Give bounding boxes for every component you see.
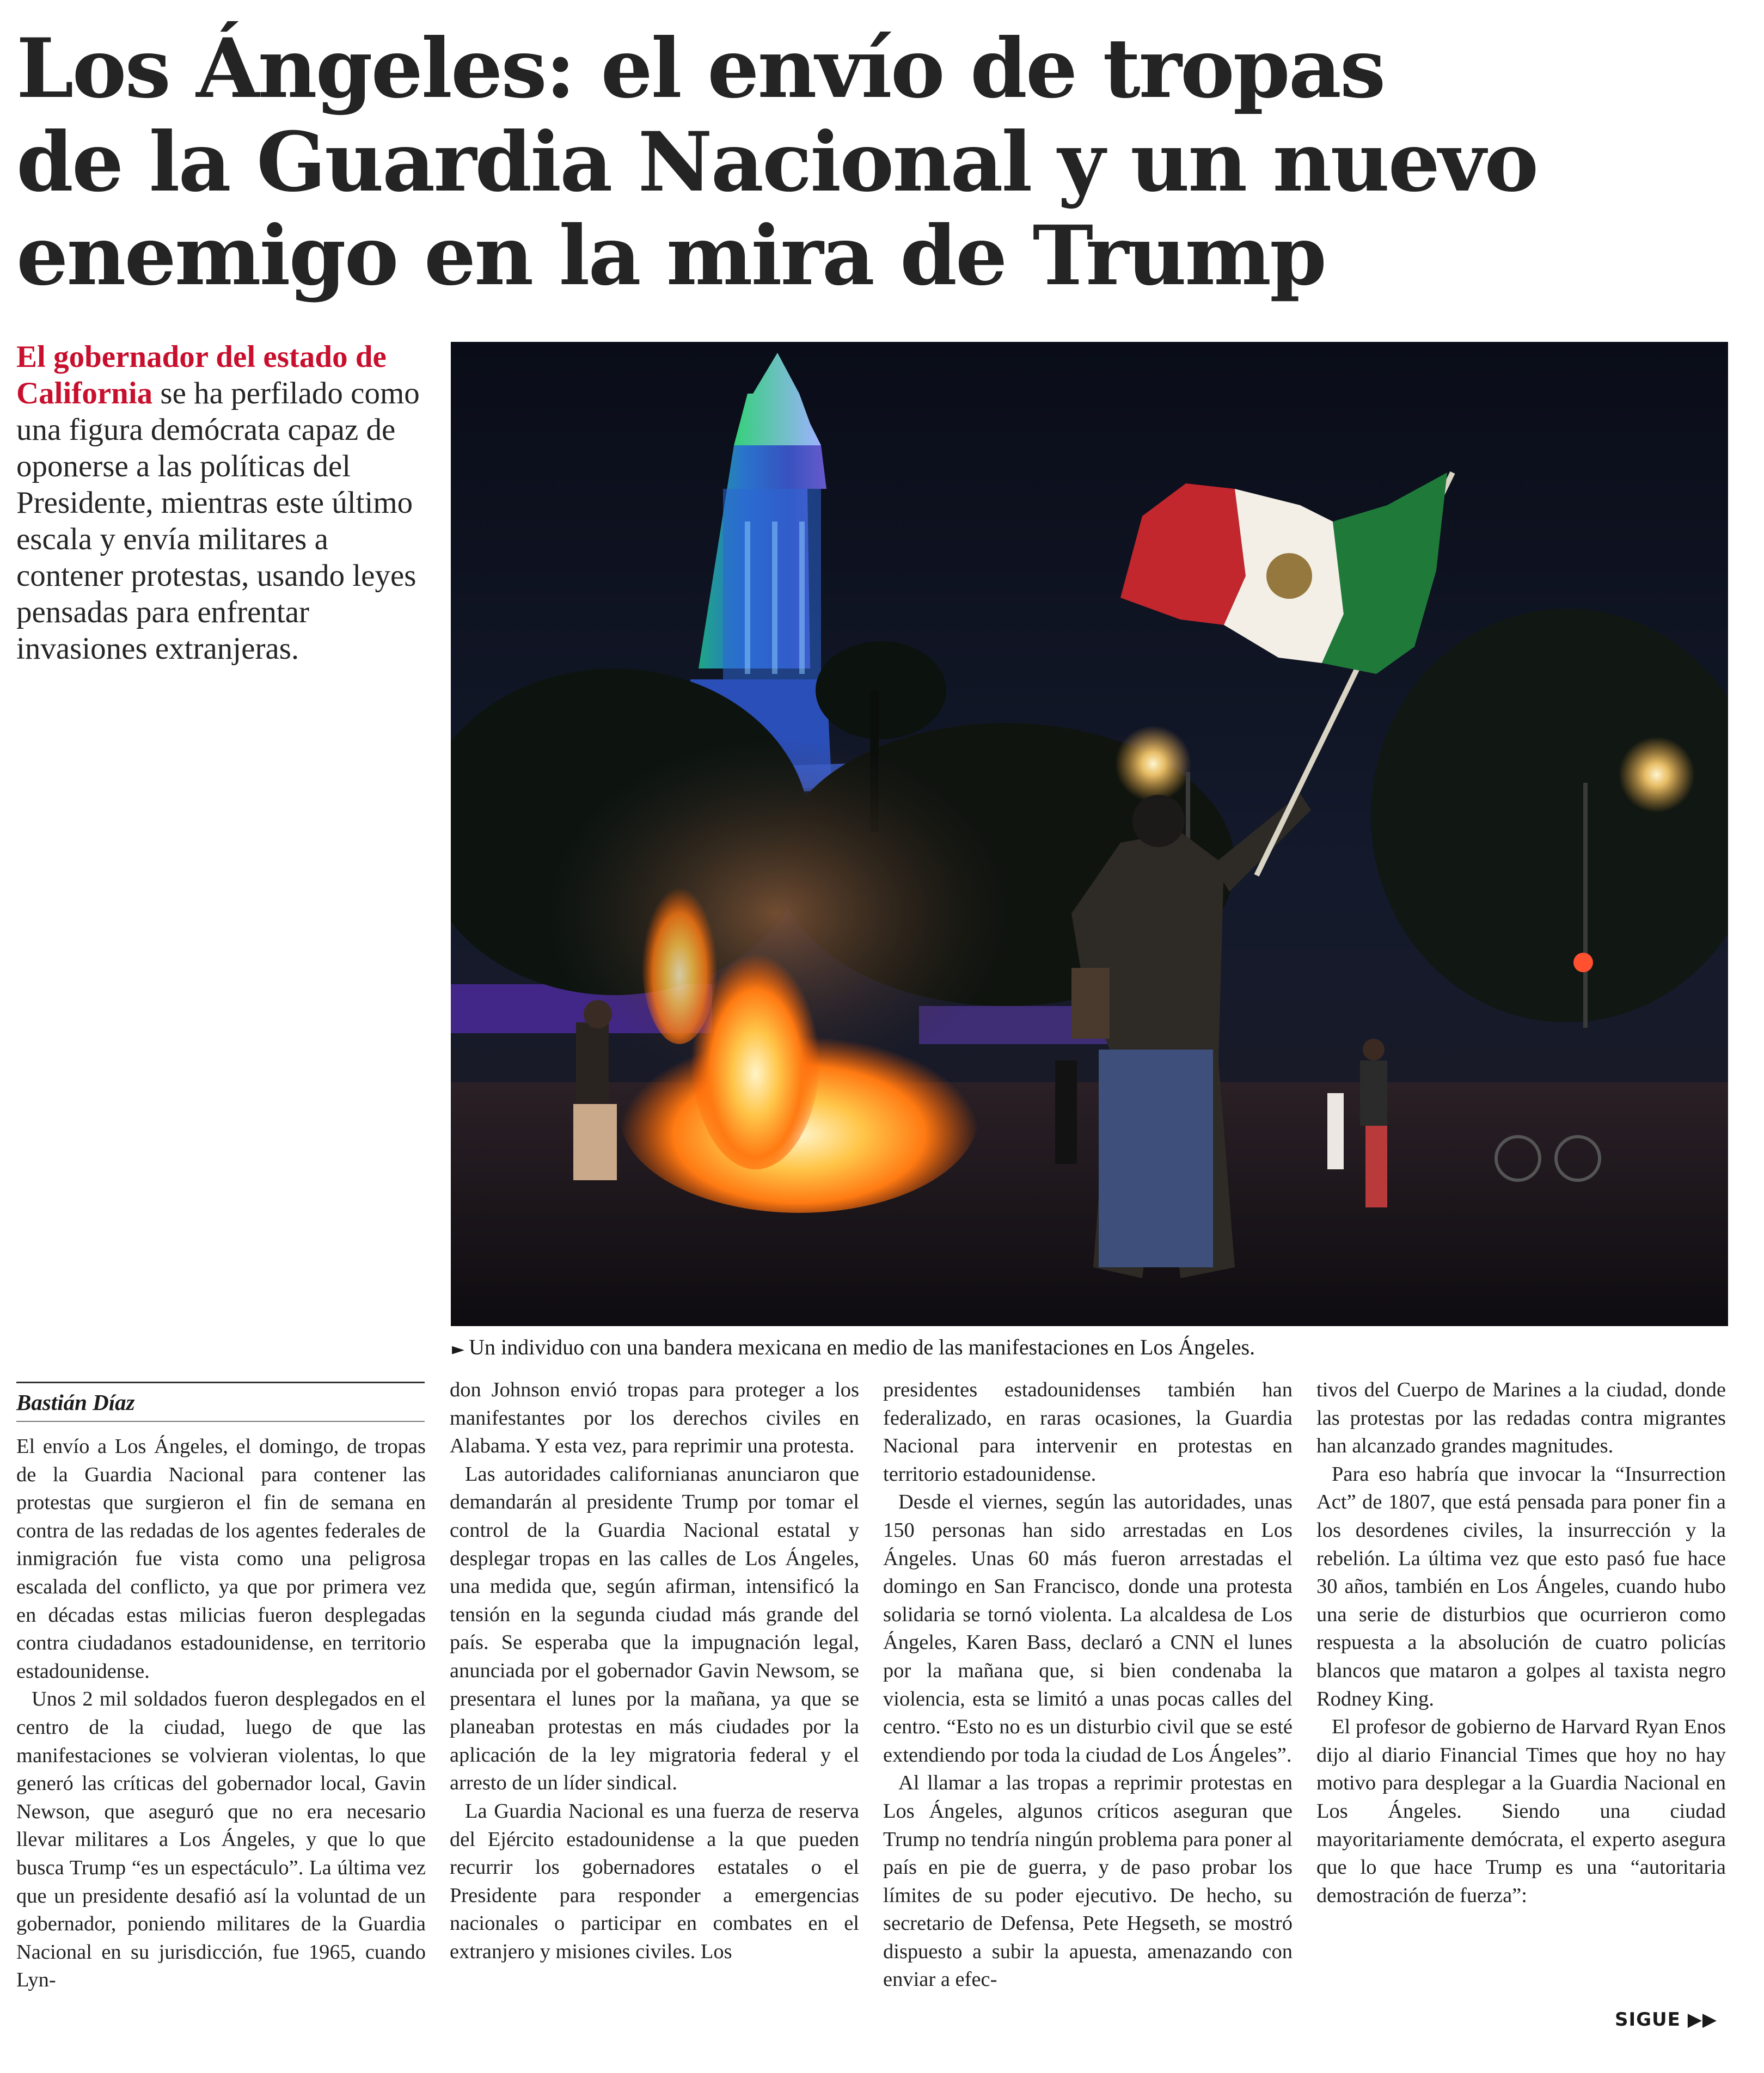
article-column-2 — [450, 1376, 859, 1966]
byline-top-rule — [16, 1382, 425, 1383]
article-column-1 — [16, 1433, 426, 1995]
body-paragraph: Para eso habría que invocar la “Insurrection Act” de 1807, que está pensada para poner fin a los desordenes civiles, la insurrección y la rebelión. La última vez que esto pasó fue hace 30 años, también en Los Ángeles, cuando hubo una serie de disturbios que ocurrieron como respuesta a la absolución de cuatro policías blancos que mataron a golpes al taxista negro Rodney King. — [1316, 1462, 1726, 1710]
headline-line-2: de la Guardia Nacional y un nuevo — [16, 114, 1538, 210]
byline-bottom-rule — [16, 1421, 425, 1422]
article-column-4 — [1316, 1376, 1726, 1910]
lede-accent: El gobernador del estado de California — [16, 340, 387, 410]
body-paragraph: La Guardia Nacional es una fuerza de reserva del Ejército estadounidense a la que pueden recurrir los gobernadores estatales o el Presidente para responder a emergencias nacionales o participar en combates en el extranjero y misiones civiles. Los — [450, 1799, 859, 1963]
headline-line-1: Los Ángeles: el envío de tropas — [16, 21, 1385, 116]
lede-paragraph — [16, 339, 436, 667]
body-paragraph: Desde el viernes, según las autoridades, unas 150 personas han sido arrestadas en Los Ángeles. Unas 60 más fueron arrestadas el domingo en San Francisco, donde una protesta solidaria se tornó violenta. La alcaldesa de Los Ángeles, Karen Bass, declaró a CNN el lunes por la mañana que, si bien condenaba la violencia, esta se limitó a unas pocas calles del centro. “Esto no es un disturbio civil que se esté extendiendo por toda la ciudad de Los Ángeles”. — [883, 1491, 1293, 1767]
headline-line-3: enemigo en la mira de Trump — [16, 208, 1325, 304]
body-paragraph: don Johnson envió tropas para proteger a los manifestantes por los derechos civiles en Alabama. Y esta vez, para reprimir una protesta. — [450, 1378, 859, 1458]
lede-text: se ha perfilado como una figura demócrata capaz de oponerse a las políticas del Presidente, mientras este último escala y envía militares a contener protestas, usando leyes pensadas para enfrentar invasiones extranjeras. — [16, 376, 420, 666]
continue-link[interactable]: SIGUE ▶▶ — [1615, 2009, 1718, 2031]
body-paragraph: Al llamar a las tropas a reprimir protestas en Los Ángeles, algunos críticos aseguran que Trump no tendría ningún problema para poner al país en pie de guerra, y de paso probar los límites de su poder ejecutivo. De hecho, su secretario de Defensa, Pete Hegseth, se mostró dispuesto a subir la apuesta, amenazando con enviar a efec- — [883, 1771, 1293, 1991]
body-paragraph: tivos del Cuerpo de Marines a la ciudad, donde las protestas por las redadas contra migrantes han alcanzado grandes magnitudes. — [1316, 1378, 1726, 1458]
body-paragraph: Unos 2 mil soldados fueron desplegados en el centro de la ciudad, luego de que las manifestaciones se volvieran violentas, lo que generó las críticas del gobernador local, Gavin Newson, que aseguró que no era necesario llevar militares a Los Ángeles, y que lo que busca Trump “es un espectáculo”. La última vez que un presidente desafió así la voluntad de un gobernador, poniendo militares de la Guardia Nacional en su jurisdicción, fue 1965, cuando Lyn- — [16, 1688, 426, 1992]
caption-arrow-icon: ► — [452, 1340, 465, 1359]
body-paragraph: presidentes estadounidenses también han federalizado, en raras ocasiones, la Guardia Nacional para intervenir en protestas en territorio estadounidense. — [883, 1378, 1293, 1486]
caption-text: Un individuo con una bandera mexicana en medio de las manifestaciones en Los Ángeles. — [469, 1335, 1255, 1359]
byline: Bastián Díaz — [16, 1390, 135, 1415]
photo-caption — [452, 1334, 1726, 1363]
body-paragraph: Las autoridades californianas anunciaron que demandarán al presidente Trump por tomar el control de la Guardia Nacional estatal y desplegar tropas en las calles de Los Ángeles, una medida que, según afirman, intensificó la tensión en la segunda ciudad más grande del país. Se esperaba que la impugnación legal, anunciada por el gobernador Gavin Newsom, se presentara el lunes por la mañana, ya que se planeaban protestas en más ciudades por la aplicación de la ley migratoria federal y el arresto de un líder sindical. — [450, 1462, 859, 1795]
article-column-3 — [883, 1376, 1293, 1994]
news-photo — [451, 342, 1728, 1326]
news-photo-protester-with-mexican-flag — [451, 342, 1728, 1326]
body-paragraph: El envío a Los Ángeles, el domingo, de tropas de la Guardia Nacional para contener las protestas que surgieron el fin de semana en contra de las redadas de los agentes federales de inmigración fue vista como una peligrosa escalada del conflicto, ya que por primera vez en décadas estas milicias fueron desplegadas contra ciudadanos estadounidense, en territorio estadounidense. — [16, 1435, 426, 1683]
body-paragraph: El profesor de gobierno de Harvard Ryan Enos dijo al diario Financial Times que hoy no hay motivo para desplegar a la Guardia Nacional en Los Ángeles. Siendo una ciudad mayoritariamente demócrata, el experto asegura que lo que hace Trump es una “autoritaria demostración de fuerza”: — [1316, 1715, 1726, 1907]
headline — [16, 22, 1731, 303]
